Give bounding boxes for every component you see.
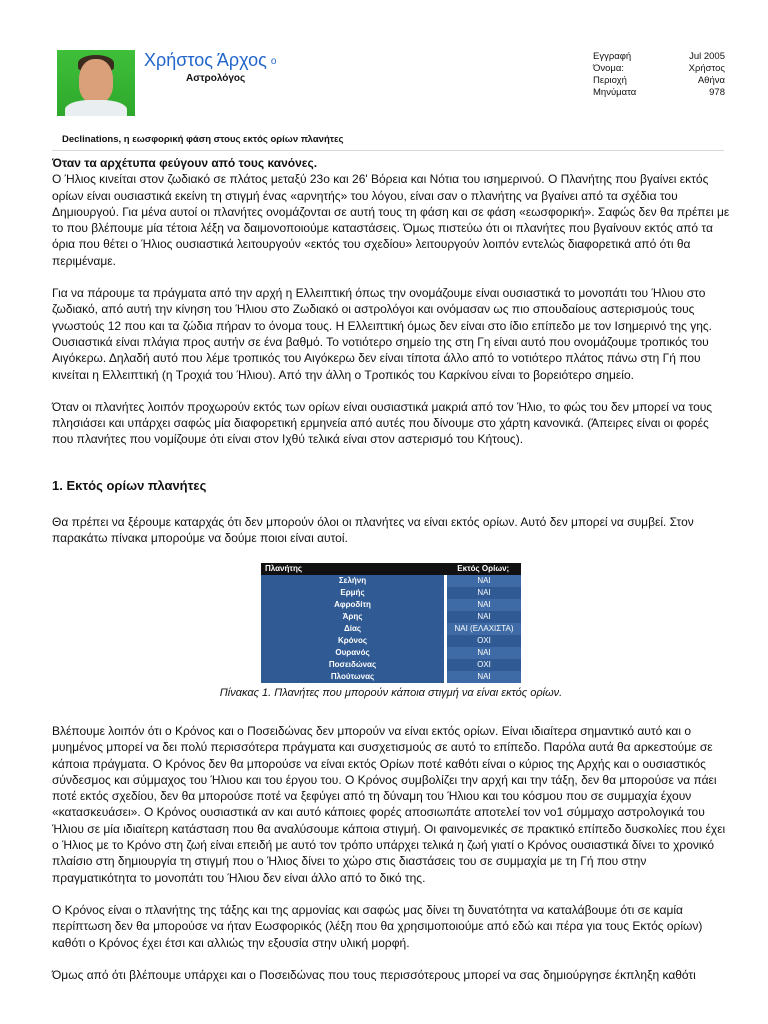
paragraph: Ο Ήλιος κινείται στον ζωδιακό σε πλάτος μεταξύ 23ο και 26' Βόρεια και Νότια του ισημερινού. Ο Πλανήτης που βγαίνει εκτός ορίων είναι ουσιαστικά εκείνη τη στιγμή ένας «αρνητής» του λόγου, είναι σαν ο πλανήτης να βγαίνει από τα σχέδια του Δημιουργού. Για μένα αυτοί οι πλανήτες ονομάζονται σε αυτή τους τη φάση και σε φάση «εωσφορική». Σαφώς δεν θα πρέπει με το που βλέπουμε μία τέτοια λέξη να δαιμονοποιούμε καταστάσεις. Όμως πιστεύω ότι οι πλανήτες που βγαίνουν εκτός από τα όρια που θέτει ο Ήλιος ουσιαστικά λειτουργούν «εκτός του σχεδίου» λειτουργούν λοιπόν εντελώς διαφορετικά από ότι θα περιμέναμε. (52, 172, 730, 268)
paragraph: Για να πάρουμε τα πράγματα από την αρχή η Ελλειπτική όπως την ονομάζουμε είναι ουσιαστικά το μονοπάτι του Ήλιου στο ζωδιακό, από αυτή την κίνηση του Ήλιου στο Ζωδιακό οι αστρολόγοι και ονόμασαν ως πιο σπουδαίους αστερισμούς τους γνωστούς 12 που και τα ζώδια πήραν το όνομα τους. Η Ελλειπτική όμως δεν είναι στο ίδιο επίπεδο με τον Ισημερινό της γης. Ουσιαστικά είναι πλάγια προς αυτήν σε ένα βαθμό. Το νοτιότερο σημείο της στη Γη είναι αυτό που ονομάζουμε τροπικός του Αιγόκερω. Δηλαδή αυτό που λέμε τροπικός του Αιγόκερω δεν είναι τίποτα άλλο από το νοτιότερο πλάτος πάνω στη Γή που κινείται η Ελλειπτική (η Τροχιά του Ήλιου). Από την άλλη ο Τροπικός του Καρκίνου είναι το βορειότερο σημείο. (52, 286, 712, 382)
planet-cell: Άρης (261, 611, 446, 623)
author-name[interactable] (144, 50, 276, 71)
meta-value: 978 (709, 87, 725, 98)
table-row (261, 587, 521, 599)
planet-cell: Πλούτωνας (261, 671, 446, 683)
value-cell: ΝΑΙ (ΕΛΑΧΙΣΤΑ) (446, 623, 522, 635)
online-status-icon: o (270, 55, 277, 67)
value-cell: ΝΑΙ (446, 647, 522, 659)
meta-value: Αθήνα (697, 75, 725, 86)
planet-cell: Ποσειδώνας (261, 659, 446, 671)
table-row (261, 611, 521, 623)
meta-value: Jul 2005 (689, 51, 725, 62)
meta-row-posts (593, 87, 725, 99)
paragraph: Βλέπουμε λοιπόν ότι ο Κρόνος και ο Ποσειδώνας δεν μπορούν να είναι εκτός ορίων. Είναι ιδιαίτερα σημαντικό αυτό και ο μυημένος μπορεί να δει πολύ περισσότερα πράγματα και συσχετισμούς σε αυτό το επίπεδο. Παρόλα αυτά θα αρκεστούμε σε κάποια πράγματα. Ο Κρόνος δεν θα μπορούσε να είναι εκτός Ορίων ποτέ καθότι είναι ο κύριος της Αρχής και ο ουσιαστικός σύνδεσμος και σύμμαχος του Ήλιου και του έργου του. Ο Κρόνος συμβολίζει την αρχή και την τάξη, δεν θα μπορούσε να πάει ποτέ εκτός σχεδίου, δεν θα μπορούσε ποτέ να ξεφύγει από τη δύναμη του Ήλιου και του κόσμου που σε συμμαχία έχουν «κατασκευάσει». Ο Κρόνος ουσιαστικά αν και αυτό κάποιες φορές αποσιωπάτε αποτελεί τον νο1 σύμμαχο αστρολογικά του Ήλιου σε μία ιδιαίτερη κατάσταση που θα αναλύσουμε κάποια στιγμή. Οι φαινομενικές σε πρακτικό επίπεδο δυσκολίες που έχει ο Ήλιος με το Κρόνο στη ζωή είναι επειδή με αυτό τον τρόπο υπάρχει τελικά η ζωή γιατί ο Κρόνος ουσιαστικά δίνει το χρονικό πλαίσιο στη δημιουργία τη στιγμή που ο Ήλιος δίνει το χώρο στις διαστάσεις του σε συμμαχία με τη Γή που στην πραγματικότητα το μονοπάτι του Ήλιου δεν είναι άλλο από το δικό της. (52, 723, 726, 885)
avatar-shirt (65, 100, 127, 116)
table-row (261, 671, 521, 683)
planets-table-wrapper (52, 563, 730, 683)
value-cell: ΝΑΙ (446, 599, 522, 611)
value-cell: ΝΑΙ (446, 671, 522, 683)
meta-row-joined (593, 51, 725, 63)
value-cell: ΝΑΙ (446, 587, 522, 599)
post-subject: Declinations, η εωσφορική φάση στους εκτός ορίων πλανήτες (62, 134, 344, 145)
paragraph: Όμως από ότι βλέπουμε υπάρχει και ο Ποσειδώνας που τους περισσότερους μπορεί να σας δημιούργησε έκπληξη καθότι (52, 967, 696, 982)
table-row (261, 659, 521, 671)
table-header: Εκτός Ορίων; (446, 563, 522, 575)
planet-cell: Κρόνος (261, 635, 446, 647)
table-row (261, 623, 521, 635)
planet-cell: Σελήνη (261, 575, 446, 587)
table-row (261, 599, 521, 611)
planet-cell: Δίας (261, 623, 446, 635)
table-row (261, 647, 521, 659)
meta-label: Μηνύματα (593, 87, 637, 98)
planet-cell: Ερμής (261, 587, 446, 599)
meta-label: Περιοχή (593, 75, 627, 86)
meta-row-location (593, 75, 725, 87)
table-header-row (261, 563, 521, 575)
avatar[interactable] (57, 50, 135, 116)
meta-row-name (593, 63, 725, 75)
value-cell: ΟΧΙ (446, 635, 522, 647)
meta-label: Όνομα: (593, 63, 624, 74)
planet-cell: Αφροδίτη (261, 599, 446, 611)
table-header: Πλανήτης (261, 563, 446, 575)
table-row (261, 575, 521, 587)
author-role: Αστρολόγος (186, 73, 246, 84)
post-lead: Όταν τα αρχέτυπα φεύγουν από τους κανόνες. (52, 156, 318, 170)
meta-value: Χρήστος (688, 63, 725, 74)
value-cell: ΝΑΙ (446, 575, 522, 587)
section-heading: 1. Εκτός ορίων πλανήτες (52, 477, 207, 493)
table-row (261, 635, 521, 647)
planets-table (261, 563, 521, 683)
planet-cell: Ουρανός (261, 647, 446, 659)
divider (52, 150, 724, 151)
author-name-text[interactable]: Χρήστος Άρχος (144, 50, 267, 70)
avatar-face (79, 59, 113, 103)
paragraph: Θα πρέπει να ξέρουμε καταρχάς ότι δεν μπορούν όλοι οι πλανήτες να είναι εκτός ορίων. Αυτό δεν μπορεί να συμβεί. Στον παρακάτω πίνακα μπορούμε να δούμε ποιοι είναι αυτοί. (52, 515, 694, 546)
value-cell: ΟΧΙ (446, 659, 522, 671)
paragraph: Ο Κρόνος είναι ο πλανήτης της τάξης και της αρμονίας και σαφώς μας δίνει τη δυνατότητα να καταλάβουμε ότι σε καμία περίπτωση δεν θα μπορούσε να ήταν Εωσφορικός (λέξη που θα χρησιμοποιούμε από εδώ και πέρα για τους Εκτός ορίων) καθότι ο Κρόνος έχει έτσι και αλλιώς την εξουσία στην υλική μορφή. (52, 902, 703, 950)
value-cell: ΝΑΙ (446, 611, 522, 623)
author-meta (593, 51, 725, 99)
meta-label: Εγγραφή (593, 51, 632, 62)
table-caption: Πίνακας 1. Πλανήτες που μπορούν κάποια στιγμή να είναι εκτός ορίων. (219, 686, 563, 699)
post-body (52, 155, 730, 999)
paragraph: Όταν οι πλανήτες λοιπόν προχωρούν εκτός των ορίων είναι ουσιαστικά μακριά από τον Ήλιο, το φώς του δεν μπορεί να τους πλησιάσει και υπάρχει σαφώς μία διαφορετική ερμηνεία από αυτές που δίνουμε στο χάρτη κανονικά. (Άπειρες είναι οι φορές που πλανήτες που νομίζουμε ότι είναι στον Ιχθύ τελικά είναι στον αστερισμό του Κήτους). (52, 399, 713, 447)
